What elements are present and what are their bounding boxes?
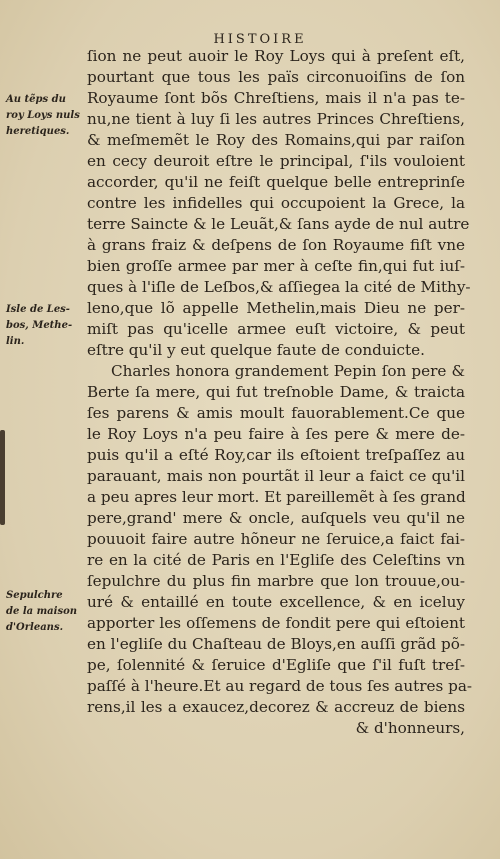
text-line: puis qu'il a eſté Roy,car ils eſtoient treſpaſſez au (87, 446, 465, 464)
text-line: ſes parens & amis moult fauorablement.Ce que (87, 404, 465, 422)
text-line: Berte ſa mere, qui fut treſnoble Dame, & traicta (87, 383, 465, 401)
text-line: en l'egliſe du Chaſteau de Bloys,en auſſi grãd põ- (87, 635, 465, 653)
text-line: accorder, qu'il ne feiſt quelque belle entreprinſe (87, 173, 465, 191)
text-line: paſſé à l'heure.Et au regard de tous ſes autres pa- (87, 677, 473, 695)
binding-shadow (0, 430, 5, 525)
text-line: ſepulchre du plus fin marbre que lon trouue,ou- (87, 572, 465, 590)
text-line: nu,ne tient à luy ſi les autres Princes Chreſtiens, (87, 110, 465, 128)
text-line: leno,que lõ appelle Methelin,mais Dieu ne per- (87, 299, 465, 317)
text-line: a peu apres leur mort. Et pareillemẽt à ſes grand (87, 488, 466, 506)
margin-note-sepulchre (6, 588, 77, 636)
text-line: re en la cité de Paris en l'Egliſe des Celeſtins vn (87, 551, 465, 569)
text-line: pe, ſolennité & ſeruice d'Egliſe que ſ'il fuſt treſ- (87, 656, 465, 674)
text-line: Charles honora grandement Pepin ſon pere & (111, 362, 465, 380)
running-header: HISTOIRE (213, 32, 307, 47)
text-line: rens,il les a exaucez,decorez & accreuz de biens (87, 698, 465, 716)
text-line: bien groſſe armee par mer à ceſte fin,qui fut iuſ- (87, 257, 465, 275)
margin-note-heretics (6, 92, 80, 140)
text-line: Royaume ſont bõs Chreſtiens, mais il n'a pas te- (87, 89, 465, 107)
text-line: ſion ne peut auoir le Roy Loys qui à preſent eſt, (87, 47, 465, 65)
text-line: à grans fraiz & deſpens de ſon Royaume fiſt vne (87, 236, 465, 254)
margin-note-line: roy Loys nuls (6, 110, 80, 121)
margin-note-line: lin. (6, 336, 25, 347)
text-line: pere,grand' mere & oncle, auſquels veu qu'il ne (87, 509, 465, 527)
text-line: apporter les oſſemens de fondit pere qui eſtoient (87, 614, 465, 632)
text-line: & meſmemẽt le Roy des Romains,qui par raiſon (87, 131, 465, 149)
text-line: contre les infidelles qui occupoient la Grece, la (87, 194, 465, 212)
text-line: uré & entaillé en toute excellence, & en iceluy (87, 593, 465, 611)
body-text (87, 46, 473, 739)
margin-note-line: Au tẽps du (6, 94, 66, 105)
text-line: parauant, mais non pourtãt il leur a faict ce qu'il (87, 467, 465, 485)
margin-note-line: bos, Methe- (6, 320, 73, 331)
margin-note-line: d'Orleans. (6, 622, 64, 633)
text-line: en cecy deuroit eſtre le principal, ſ'ils vouloient (87, 152, 465, 170)
text-line: ques à l'iſle de Leſbos,& aſſiegea la cité de Mithy- (87, 278, 471, 296)
text-line: eſtre qu'il y eut quelque faute de conduicte. (87, 341, 425, 359)
margin-note-lesbos (6, 302, 72, 350)
text-line: terre Saincte & le Leuãt,& ſans ayde de nul autre (87, 215, 470, 233)
margin-note-line: de la maison (6, 606, 78, 617)
text-line: pourtant que tous les païs circonuoiſins de ſon (87, 68, 465, 86)
margin-note-line: heretiques. (6, 126, 70, 137)
text-line: le Roy Loys n'a peu faire à ſes pere & mere de- (87, 425, 465, 443)
text-line: pouuoit faire autre hõneur ne ſeruice,a faict fai- (87, 530, 465, 548)
text-line: miſt pas qu'icelle armee euſt victoire, & peut (87, 320, 465, 338)
margin-note-line: Sepulchre (6, 590, 63, 601)
margin-note-line: Isle de Les- (6, 304, 70, 315)
text-line: & d'honneurs, (355, 719, 465, 737)
